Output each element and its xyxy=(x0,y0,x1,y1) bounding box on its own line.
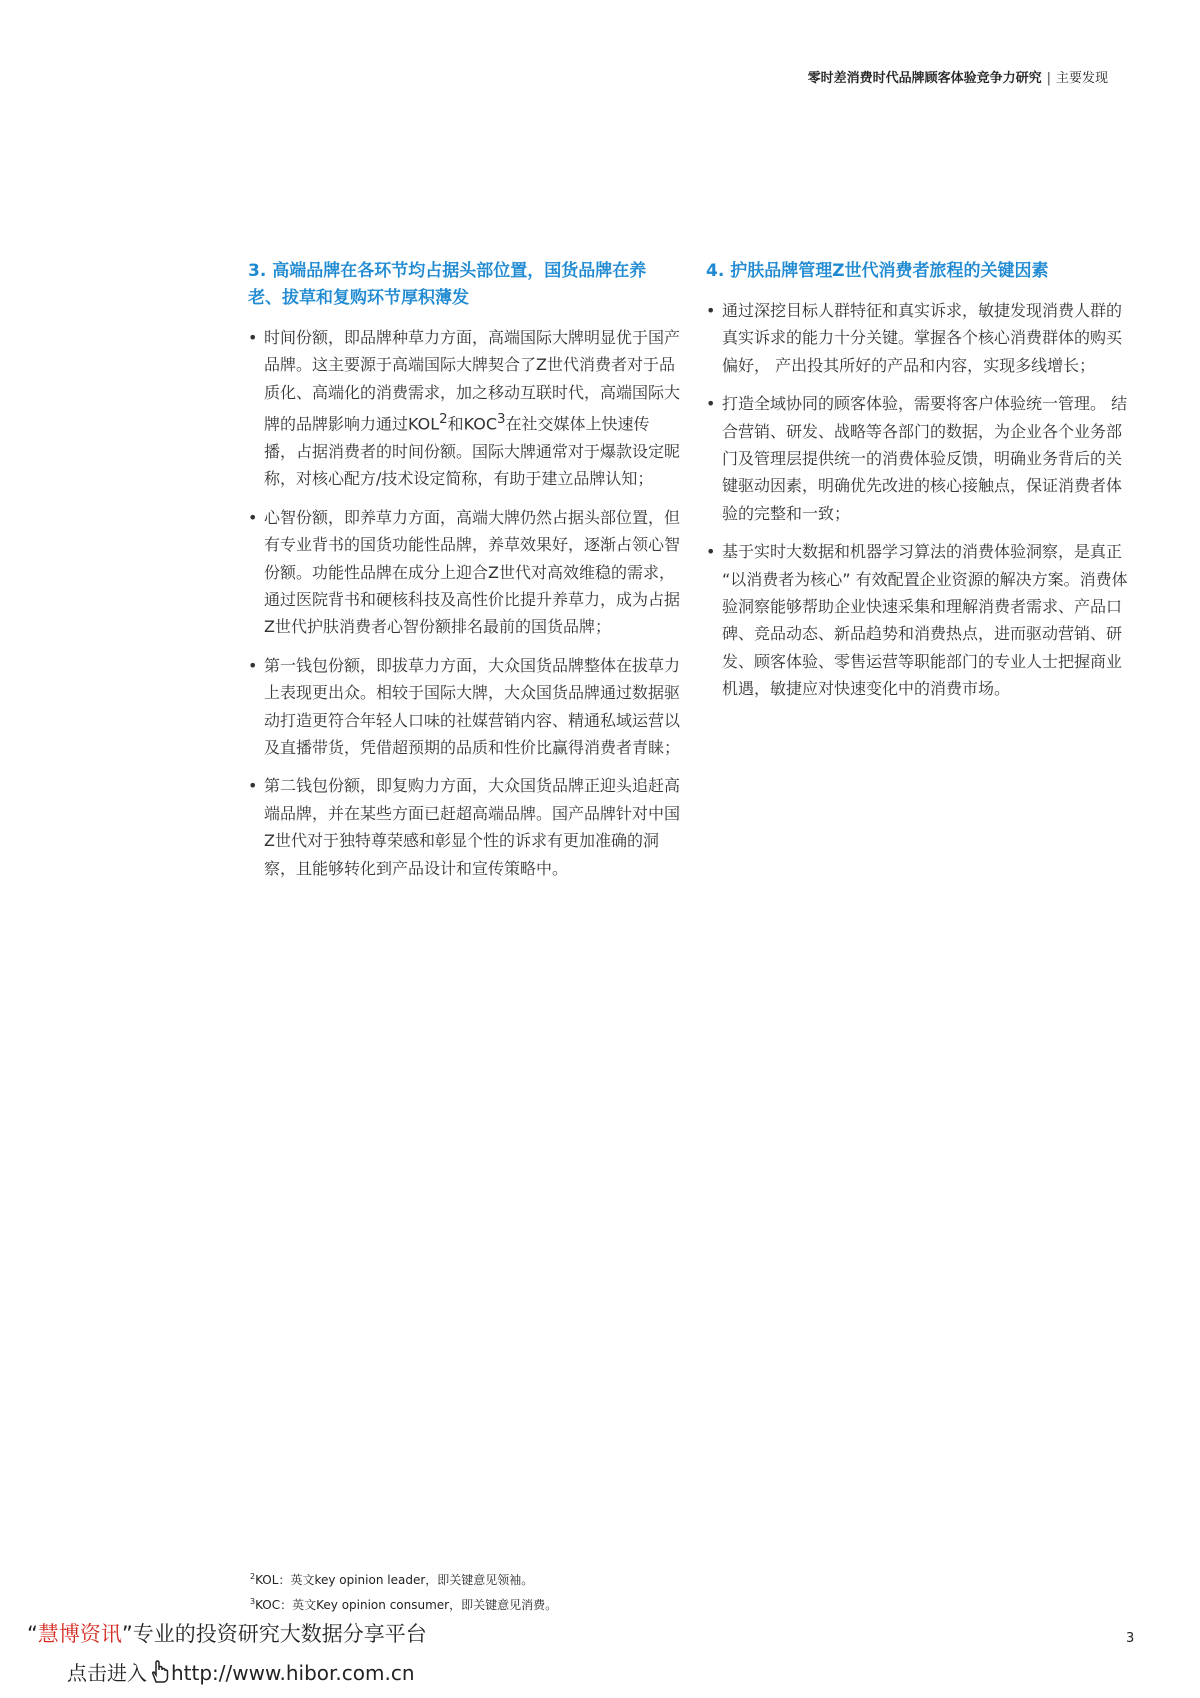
footnote-ref: 2 xyxy=(439,412,448,428)
right-bullet-list xyxy=(706,297,1128,703)
bullet-icon: • xyxy=(248,776,258,796)
section-heading-4: 4. 护肤品牌管理Z世代消费者旅程的关键因素 xyxy=(706,261,1049,281)
section-heading-3: 3. 高端品牌在各环节均占据头部位置，国货品牌在养老、拔草和复购环节厚积薄发 xyxy=(248,261,647,308)
list-item xyxy=(248,652,680,762)
brand-name: 慧博资讯 xyxy=(37,1622,122,1646)
quote-mark: “ xyxy=(27,1622,38,1646)
bullet-text: 第一钱包份额，即拔草力方面，大众国货品牌整体在拔草力上表现更出众。相较于国际大牌，大众国货品牌通过数据驱动打造更符合年轻人口味的社媒营销内容、精通私域运营以及直播带货，凭借超预期的品质和性价比赢得消费者青睐； xyxy=(264,655,681,758)
footnote-ref: 3 xyxy=(497,412,506,428)
bullet-text: 通过深挖目标人群特征和真实诉求，敏捷发现消费人群的真实诉求的能力十分关键。掌握各个核心消费群体的购买偏好， 产出投其所好的产品和内容，实现多线增长； xyxy=(722,301,1123,375)
left-column xyxy=(248,258,680,893)
list-item xyxy=(706,390,1128,527)
watermark-link-row[interactable] xyxy=(67,1657,415,1689)
bullet-icon: • xyxy=(248,507,258,527)
list-item xyxy=(706,297,1128,379)
list-item xyxy=(706,538,1128,702)
bullet-text: 心智份额，即养草力方面，高端大牌仍然占据头部位置，但有专业背书的国货功能性品牌，养草效果好，逐渐占领心智份额。功能性品牌在成分上迎合Z世代对高效维稳的需求，通过医院背书和硬核科技及高性价比提升养草力，成为占据Z世代护肤消费者心智份额排名最前的国货品牌； xyxy=(264,507,681,637)
header-separator: | xyxy=(1046,71,1051,86)
bullet-icon: • xyxy=(706,542,716,562)
pointing-hand-icon xyxy=(149,1660,169,1689)
bullet-icon: • xyxy=(706,301,716,320)
footnote xyxy=(250,1566,557,1591)
right-column xyxy=(706,258,1128,714)
page-number: 3 xyxy=(1126,1631,1135,1646)
watermark-banner xyxy=(27,1618,427,1648)
bullet-text-part: 时间份额，即品牌种草力方面，高端国际大牌明显优于国产品牌。这主要源于高端国际大牌契合了Z世代消费者对于品质化、高端化的消费需求，加之移动互联时代，高端国际大牌的品牌影响力通过KOL xyxy=(264,328,681,434)
left-bullet-list xyxy=(248,324,680,882)
page-header xyxy=(808,67,1108,86)
list-item xyxy=(248,324,680,493)
footnote-text: KOC：英文Key opinion consumer，即关键意见消费。 xyxy=(255,1598,558,1612)
quote-mark: ” xyxy=(121,1622,133,1646)
click-text: 点击进入 xyxy=(67,1661,147,1685)
footnotes xyxy=(250,1566,557,1616)
bullet-icon: • xyxy=(248,328,258,347)
hibor-link[interactable]: http://www.hibor.com.cn xyxy=(171,1661,415,1685)
footnote-number: 2 xyxy=(250,1572,256,1581)
bullet-text: 打造全域协同的顾客体验，需要将客户体验统一管理。 结合营销、研发、战略等各部门的数据，为企业各个业务部门及管理层提供统一的消费体验反馈，明确业务背后的关键驱动因素，明确优先改进的核心接触点，保证消费者体验的完整和一致； xyxy=(722,394,1128,523)
footnote-text: KOL：英文key opinion leader，即关键意见领袖。 xyxy=(255,1573,534,1587)
bullet-text: 基于实时大数据和机器学习算法的消费体验洞察，是真正 “以消费者为核心” 有效配置企业资源的解决方案。消费体验洞察能够帮助企业快速采集和理解消费者需求、产品口碑、竞品动态、新品趋势和消费热点，进而驱动营销、研发、顾客体验、零售运营等职能部门的专业人士把握商业机遇，敏捷应对快速变化中的消费市场。 xyxy=(722,542,1128,699)
section-name: 主要发现 xyxy=(1055,71,1108,86)
bullet-icon: • xyxy=(248,655,258,675)
footnote xyxy=(250,1591,557,1616)
bullet-text-part: 在社交媒体上快速传播，占据消费者的时间份额。国际大牌通常对于爆款设定昵称，对核心配方/技术设定简称，有助于建立品牌认知； xyxy=(264,414,681,489)
bullet-text: 第二钱包份额，即复购力方面，大众国货品牌正迎头追赶高端品牌，并在某些方面已赶超高端品牌。国产品牌针对中国Z世代对于独特尊荣感和彰显个性的诉求有更加准确的洞察，且能够转化到产品设计和宣传策略中。 xyxy=(264,776,681,878)
list-item xyxy=(248,772,680,882)
watermark-tagline: 专业的投资研究大数据分享平台 xyxy=(132,1622,427,1646)
footnote-number: 3 xyxy=(250,1597,256,1606)
bullet-text-part: 和KOC xyxy=(447,414,498,434)
bullet-icon: • xyxy=(706,394,716,414)
list-item xyxy=(248,504,680,641)
report-title: 零时差消费时代品牌顾客体验竞争力研究 xyxy=(807,71,1042,86)
